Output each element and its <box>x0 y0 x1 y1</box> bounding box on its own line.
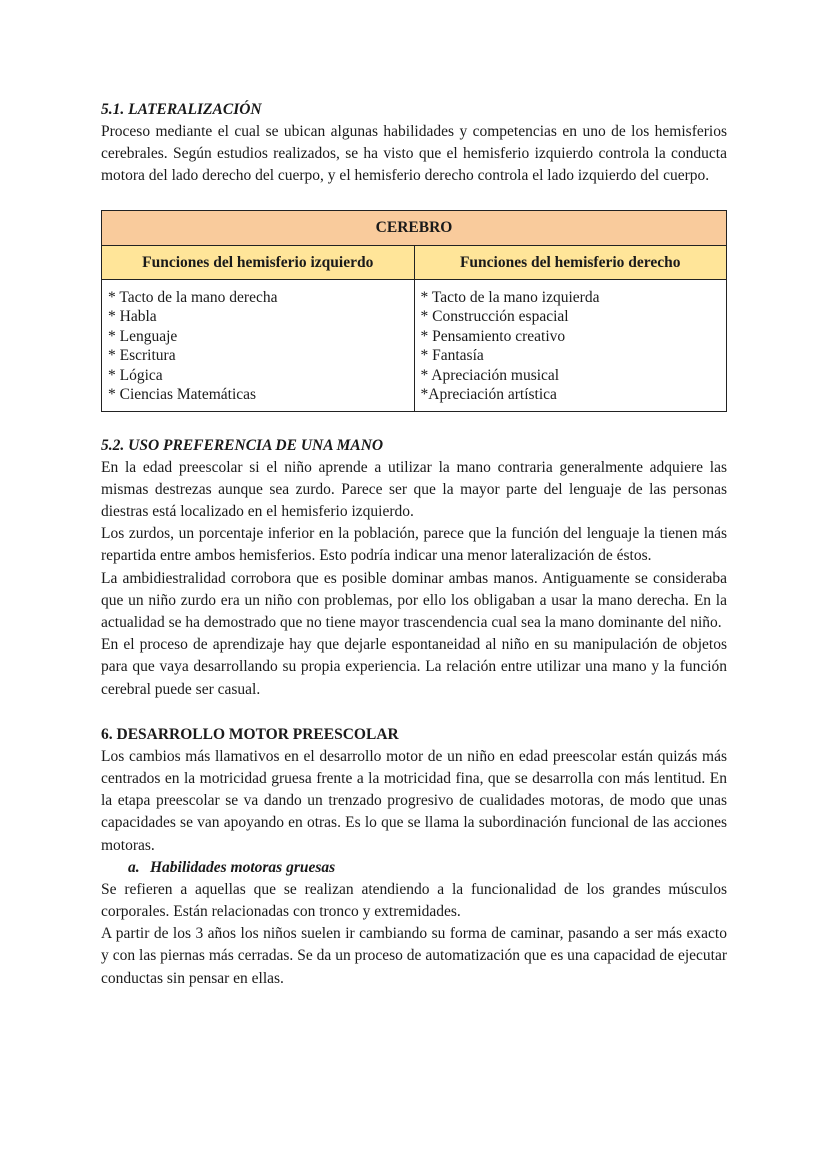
list-item: * Pensamiento creativo <box>420 327 566 345</box>
table-header-row <box>102 246 726 280</box>
section-uso-preferencia <box>101 435 727 701</box>
section-desarrollo-motor <box>101 724 727 990</box>
list-item: * Construcción espacial <box>420 308 569 326</box>
table-header-left: Funciones del hemisferio izquierdo <box>142 253 374 271</box>
table-cell-right <box>414 280 727 411</box>
paragraph: La ambidiestralidad corrobora que es posible dominar ambas manos. Antiguamente se consideraba que un niño zurdo era un niño con problemas, por ello los obligaban a usar la mano derecha. En la actualidad se ha demostrado que no tiene mayor trascendencia cual sea la mano dominante del niño. <box>101 569 727 632</box>
list-item: * Ciencias Matemáticas <box>108 386 257 404</box>
paragraph: Se refieren a aquellas que se realizan atendiendo a la funcionalidad de los grandes músculos corporales. Están relacionadas con tronco y extremidades. <box>101 880 727 921</box>
list-item: * Apreciación musical <box>420 366 560 384</box>
paragraph: A partir de los 3 años los niños suelen ir cambiando su forma de caminar, pasando a ser más exacto y con las piernas más cerradas. Se da un proceso de automatización que es una capacidad de ejecutar conductas sin pensar en ellas. <box>101 925 727 987</box>
list-item: * Habla <box>108 308 157 326</box>
list-item: *Apreciación artística <box>420 386 557 404</box>
list-item: * Lenguaje <box>108 327 178 345</box>
paragraph: En la edad preescolar si el niño aprende a utilizar la mano contraria generalmente adquiere las mismas destrezas aunque sea zurdo. Parece ser que la mayor parte del lenguaje de las personas diestras está localizado en el hemisferio izquierdo. <box>101 458 727 521</box>
subheading-letter: a. <box>128 858 140 876</box>
list-item: * Escritura <box>108 347 176 365</box>
paragraph: En el proceso de aprendizaje hay que dejarle espontaneidad al niño en su manipulación de objetos para que vaya desarrollando su propia experiencia. La relación entre utilizar una mano y la función cerebral puede ser casual. <box>101 636 727 698</box>
list-item: * Tacto de la mano izquierda <box>420 288 600 306</box>
section-heading-desarrollo-motor: 6. DESARROLLO MOTOR PREESCOLAR <box>101 725 399 743</box>
cerebro-table <box>101 210 727 412</box>
list-item: * Lógica <box>108 366 163 384</box>
table-title: CEREBRO <box>102 211 726 246</box>
list-item: * Fantasía <box>420 347 484 365</box>
paragraph-lateralizacion: Proceso mediante el cual se ubican algunas habilidades y competencias en uno de los hemisferios cerebrales. Según estudios realizados, se ha visto que el hemisferio izquierdo controla la conducta motora del lado derecho del cuerpo, y el hemisferio derecho controla el lado izquierdo del cuerpo. <box>101 123 727 185</box>
paragraph: Los cambios más llamativos en el desarrollo motor de un niño en edad preescolar están quizás más centrados en la motricidad gruesa frente a la motricidad fina, que se desarrolla con más lentitud. En la etapa preescolar se va dando un trenzado progresivo de cualidades motoras, de modo que unas capacidades se van apoyando en otras. Es lo que se llama la subordinación funcional de las acciones motoras. <box>101 747 727 854</box>
section-heading-lateralizacion: 5.1. LATERALIZACIÓN <box>101 101 262 118</box>
table-body-row <box>102 280 726 411</box>
subheading-habilidades-gruesas <box>101 857 727 879</box>
table-cell-left <box>102 280 414 411</box>
table-header-right: Funciones del hemisferio derecho <box>414 246 727 279</box>
subheading-text: Habilidades motoras gruesas <box>150 858 336 876</box>
paragraph: Los zurdos, un porcentaje inferior en la población, parece que la función del lenguaje la tienen más repartida entre ambos hemisferios. Esto podría indicar una menor lateralización de éstos. <box>101 525 727 565</box>
list-item: * Tacto de la mano derecha <box>108 288 278 306</box>
section-heading-uso-preferencia: 5.2. USO PREFERENCIA DE UNA MANO <box>101 436 384 454</box>
